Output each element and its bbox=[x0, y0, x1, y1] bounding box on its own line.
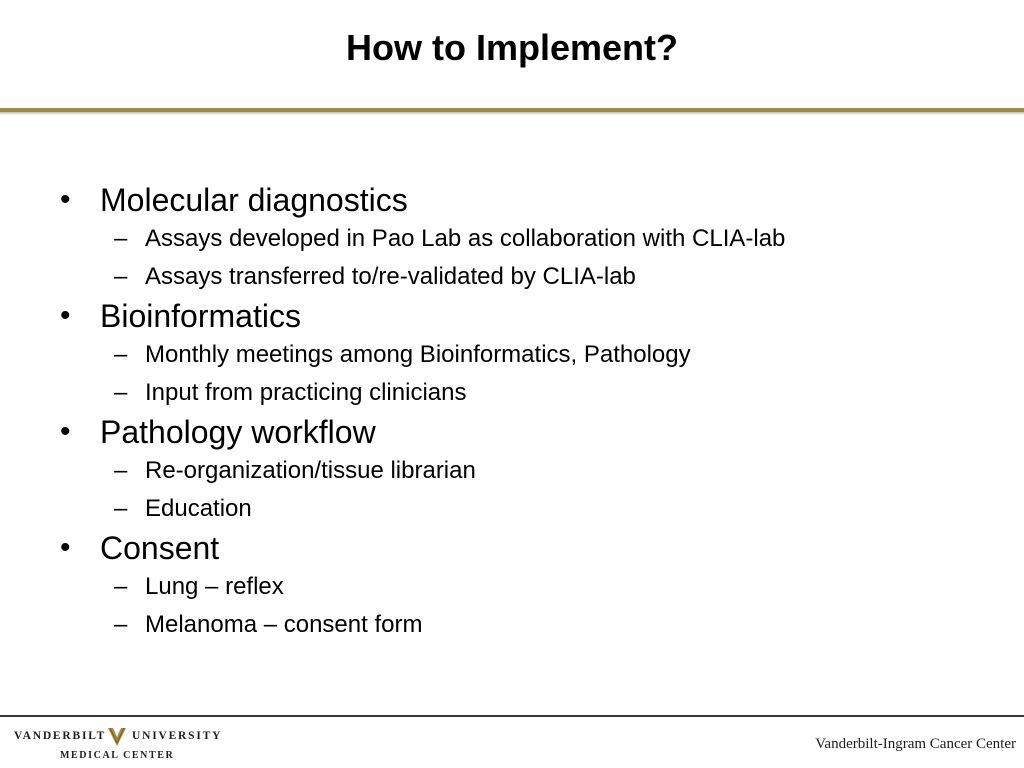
sub-bullet-label: Lung – reflex bbox=[145, 573, 284, 600]
slide-title: How to Implement? bbox=[346, 27, 678, 68]
logo-text-university: UNIVERSITY bbox=[132, 730, 223, 742]
sub-bullet-item bbox=[100, 374, 1000, 412]
bullet-icon: • bbox=[60, 299, 71, 332]
sub-bullet-label: Melanoma – consent form bbox=[145, 611, 423, 638]
sub-bullet-label: Education bbox=[145, 495, 252, 522]
sub-bullet-list bbox=[100, 568, 1000, 644]
v-oak-leaf-icon bbox=[106, 726, 128, 748]
title-divider-shadow bbox=[0, 112, 1024, 115]
sub-bullet-label: Assays transferred to/re-validated by CLIA-lab bbox=[145, 263, 636, 290]
dash-icon: – bbox=[114, 341, 128, 368]
bullet-label: Molecular diagnostics bbox=[100, 182, 408, 218]
logo-text-medical-center: MEDICAL CENTER bbox=[60, 750, 175, 761]
sub-bullet-item bbox=[100, 606, 1000, 644]
dash-icon: – bbox=[114, 225, 128, 252]
sub-bullet-item bbox=[100, 452, 1000, 490]
sub-bullet-label: Assays developed in Pao Lab as collaboration with CLIA-lab bbox=[145, 225, 786, 252]
sub-bullet-label: Re-organization/tissue librarian bbox=[145, 457, 476, 484]
vanderbilt-logo bbox=[14, 726, 223, 766]
sub-bullet-label: Monthly meetings among Bioinformatics, Pathology bbox=[145, 341, 691, 368]
sub-bullet-item bbox=[100, 258, 1000, 296]
dash-icon: – bbox=[114, 495, 128, 522]
sub-bullet-item bbox=[100, 220, 1000, 258]
dash-icon: – bbox=[114, 457, 128, 484]
bullet-icon: • bbox=[60, 415, 71, 448]
sub-bullet-label: Input from practicing clinicians bbox=[145, 379, 467, 406]
bullet-list bbox=[0, 180, 1000, 644]
bullet-label: Pathology workflow bbox=[100, 414, 376, 450]
bullet-label: Bioinformatics bbox=[100, 298, 301, 334]
footer-divider bbox=[0, 715, 1024, 717]
dash-icon: – bbox=[114, 573, 128, 600]
sub-bullet-item bbox=[100, 568, 1000, 606]
logo-text-vanderbilt: VANDERBILT bbox=[14, 730, 107, 742]
bullet-item-consent bbox=[0, 528, 1000, 644]
sub-bullet-list bbox=[100, 452, 1000, 528]
bullet-icon: • bbox=[60, 183, 71, 216]
bullet-item-bioinformatics bbox=[0, 296, 1000, 412]
sub-bullet-list bbox=[100, 336, 1000, 412]
sub-bullet-item bbox=[100, 336, 1000, 374]
dash-icon: – bbox=[114, 611, 128, 638]
dash-icon: – bbox=[114, 379, 128, 406]
bullet-icon: • bbox=[60, 531, 71, 564]
sub-bullet-list bbox=[100, 220, 1000, 296]
dash-icon: – bbox=[114, 263, 128, 290]
sub-bullet-item bbox=[100, 490, 1000, 528]
bullet-item-pathology-workflow bbox=[0, 412, 1000, 528]
bullet-label: Consent bbox=[100, 530, 220, 566]
bullet-item-molecular-diagnostics bbox=[0, 180, 1000, 296]
cancer-center-name: Vanderbilt-Ingram Cancer Center bbox=[815, 736, 1016, 752]
